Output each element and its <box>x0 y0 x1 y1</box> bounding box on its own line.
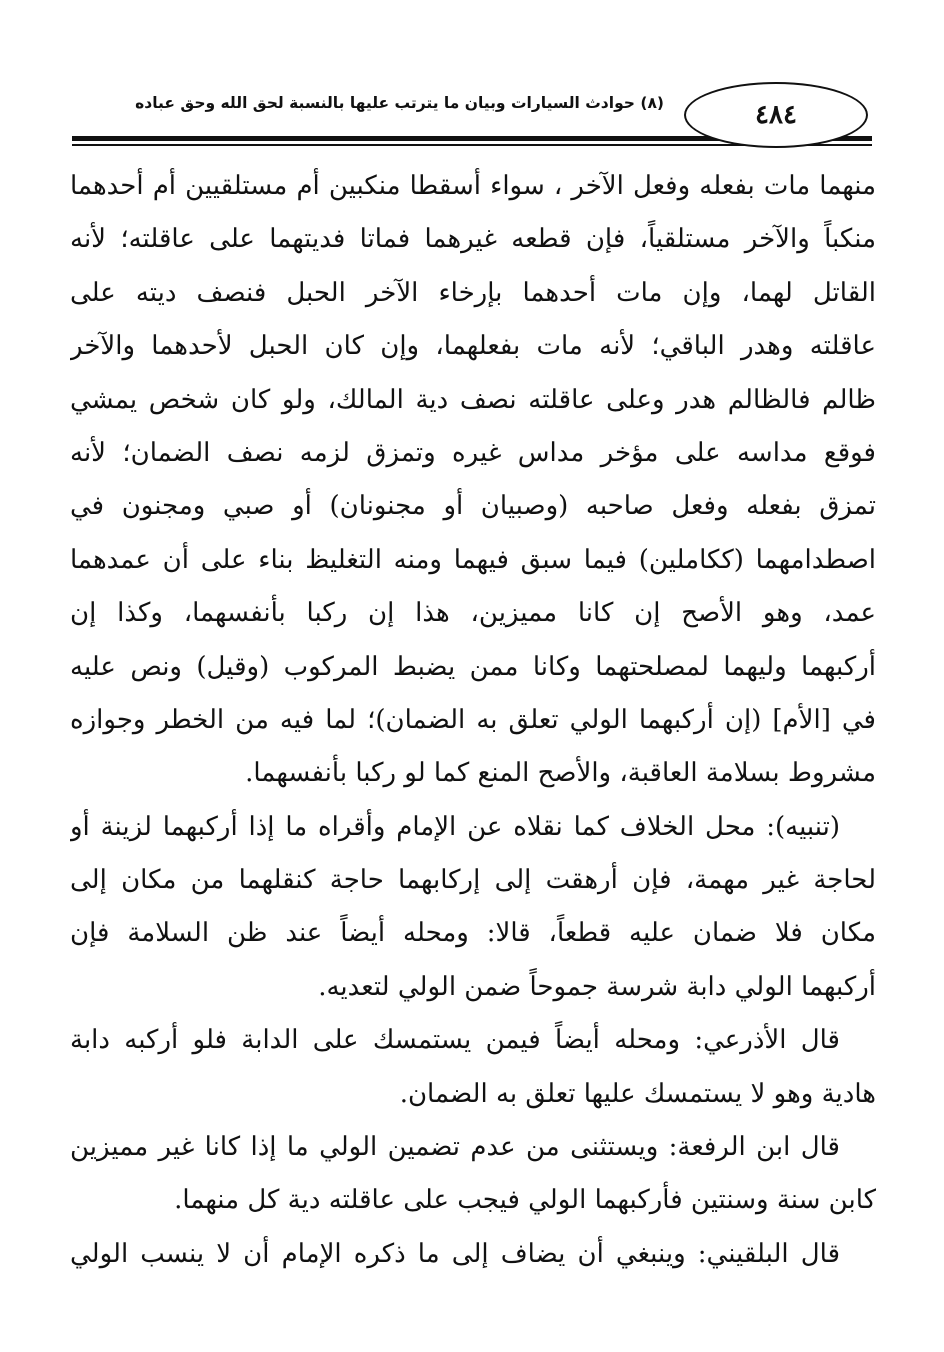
text-line: اصطدامهما (ككاملين) فيما سبق فيهما ومنه التغليظ بناء على أن عمدهما <box>70 544 876 575</box>
text-line: منكباً والآخر مستلقياً، فإن قطعه غيرهما فماتا فديتهما على عاقلته؛ لأنه <box>70 224 876 255</box>
text-line: منهما مات بفعله وفعل الآخر ، سواء أسقطا منكبين أم مستلقيين أم أحدهما <box>70 171 876 201</box>
text-line: فوقع مداسه على مؤخر مداس غيره وتمزق لزمه نصف الضمان؛ لأنه <box>70 437 876 468</box>
text-line: عمد، وهو الأصح إن كانا مميزين، هذا إن ركبا بأنفسهما، وكذا إن <box>70 598 876 629</box>
text-line: في [الأم] (إن أركبهما الولي تعلق به الضمان)؛ لما فيه من الخطر وجوازه <box>70 704 876 735</box>
text-line: أركبهما وليهما لمصلحتهما وكانا ممن يضبط المركوب (وقيل) ونص عليه <box>70 651 876 682</box>
text-line: مكان فلا ضمان عليه قطعاً، قالا: ومحله أيضاً عند ظن السلامة فإن <box>70 918 876 949</box>
text-line: تمزق بفعله وفعل صاحبه (وصبيان أو مجنونان) أو صبي ومجنون في <box>70 491 876 522</box>
body-text <box>70 160 876 1281</box>
text-line: قال الأذرعي: ومحله أيضاً فيمن يستمسك على الدابة فلو أركبه دابة <box>70 1025 840 1056</box>
text-line: القاتل لهما، وإن مات أحدهما بإرخاء الآخر الحبل فنصف ديته على <box>70 277 876 308</box>
text-line: قال ابن الرفعة: ويستثنى من عدم تضمين الولي ما إذا كانا غير مميزين <box>70 1132 840 1163</box>
text-line: عاقلته وهدر الباقي؛ لأنه مات بفعلهما، وإن كان الحبل لأحدهما والآخر <box>70 331 876 362</box>
page-number: ٤٨٤ <box>684 82 868 148</box>
text-line: لحاجة غير مهمة، فإن أرهقت إلى إركابهما حاجة كنقلهما من مكان إلى <box>70 865 876 896</box>
text-line: (تنبيه): محل الخلاف كما نقلاه عن الإمام وأقراه ما إذا أركبهما لزينة أو <box>70 811 840 842</box>
text-line: ظالم فالظالم هدر وعلى عاقلته نصف دية المالك، ولو كان شخص يمشي <box>70 384 876 415</box>
running-title: (٨) حوادث السيارات وبيان ما يترتب عليها بالنسبة لحق الله وحق عباده <box>135 94 664 112</box>
text-line: قال البلقيني: وينبغي أن يضاف إلى ما ذكره الإمام أن لا ينسب الولي <box>70 1238 840 1269</box>
page-header <box>72 80 872 152</box>
text-line: كابن سنة وسنتين فأركبهما الولي فيجب على عاقلته دية كل منهما. <box>174 1185 876 1216</box>
text-line: أركبهما الولي دابة شرسة جموحاً ضمن الولي لتعديه. <box>318 971 876 1002</box>
text-line: مشروط بسلامة العاقبة، والأصح المنع كما لو ركبا بأنفسهما. <box>245 758 876 789</box>
text-line: هادية وهو لا يستمسك عليها تعلق به الضمان. <box>399 1078 876 1109</box>
